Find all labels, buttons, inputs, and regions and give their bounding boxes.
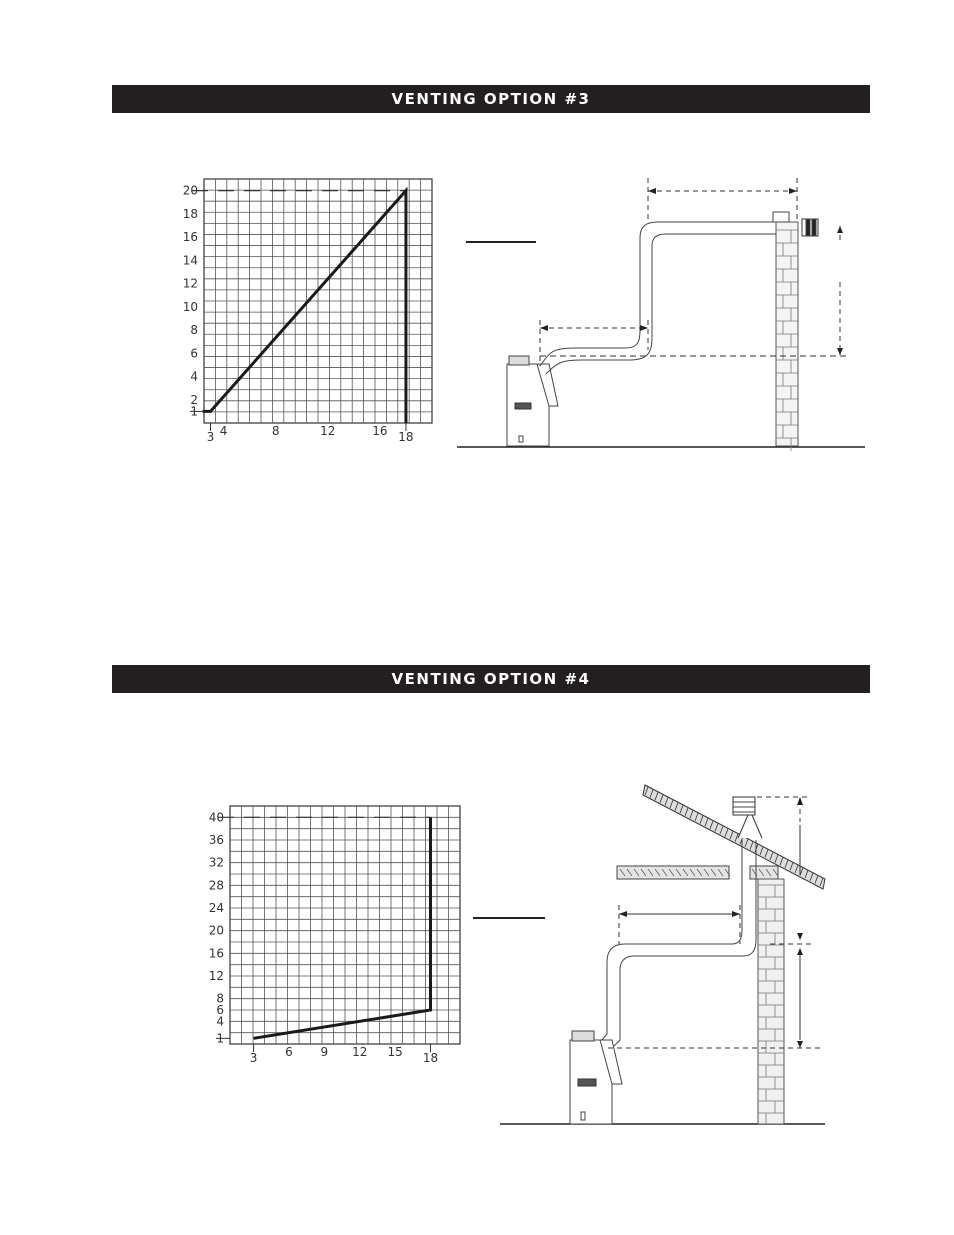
x-tick-label: 12 (320, 424, 336, 438)
venting-diagram-option-4 (473, 785, 825, 1125)
x-tick-label: 9 (320, 1045, 329, 1059)
x-tick-label: 3 (206, 430, 215, 444)
x-tick-label: 8 (271, 424, 280, 438)
y-tick-label: 16 (208, 946, 224, 961)
y-tick-label: 36 (208, 833, 224, 847)
x-tick-label: 4 (219, 424, 228, 438)
brick-chimney (758, 879, 784, 1125)
x-tick-label: 18 (398, 430, 414, 444)
x-tick-label: 3 (249, 1051, 258, 1065)
y-tick-label: 12 (182, 276, 198, 291)
venting-diagram-option-3 (457, 178, 865, 451)
y-tick-label: 8 (216, 991, 224, 1006)
y-tick-label: 40 (208, 810, 224, 825)
x-tick-label: 15 (387, 1045, 403, 1059)
y-tick-label: 6 (216, 1003, 224, 1017)
y-tick-label: 20 (208, 923, 224, 938)
y-tick-label: 32 (208, 855, 224, 870)
y-tick-label: 20 (182, 183, 198, 198)
y-tick-label: 12 (208, 969, 224, 983)
y-tick-label: 18 (182, 206, 198, 221)
vent-pipe-outer (540, 222, 782, 366)
y-tick-label: 8 (190, 323, 198, 338)
y-tick-label: 4 (216, 1014, 224, 1029)
brick-wall (776, 222, 798, 451)
dimension-lines (540, 178, 850, 366)
dimension-lines (608, 797, 820, 1048)
venting-option-4-title: VENTING OPTION #4 (391, 670, 591, 688)
vent-pipe-inner (546, 234, 782, 374)
y-tick-label: 1 (216, 1031, 224, 1046)
x-tick-label: 6 (285, 1045, 293, 1059)
ceiling-slab (617, 866, 778, 879)
x-tick-label: 12 (352, 1045, 368, 1059)
chart-option-4 (209, 806, 460, 1065)
chart-option-3 (183, 179, 432, 444)
appliance (570, 1031, 622, 1124)
y-tick-label: 28 (208, 878, 224, 893)
x-tick-label: 16 (372, 424, 388, 438)
y-tick-label: 6 (190, 346, 198, 361)
x-tick-label: 18 (422, 1051, 439, 1065)
vent-termination-cap (733, 797, 762, 838)
y-tick-label: 16 (182, 230, 198, 245)
y-tick-label: 10 (182, 299, 198, 314)
y-tick-label: 2 (190, 392, 198, 407)
y-tick-label: 4 (190, 369, 198, 384)
y-tick-label: 1 (190, 404, 198, 419)
y-tick-label: 24 (208, 901, 224, 915)
venting-option-3-title: VENTING OPTION #3 (391, 90, 591, 108)
y-tick-label: 14 (182, 253, 198, 268)
